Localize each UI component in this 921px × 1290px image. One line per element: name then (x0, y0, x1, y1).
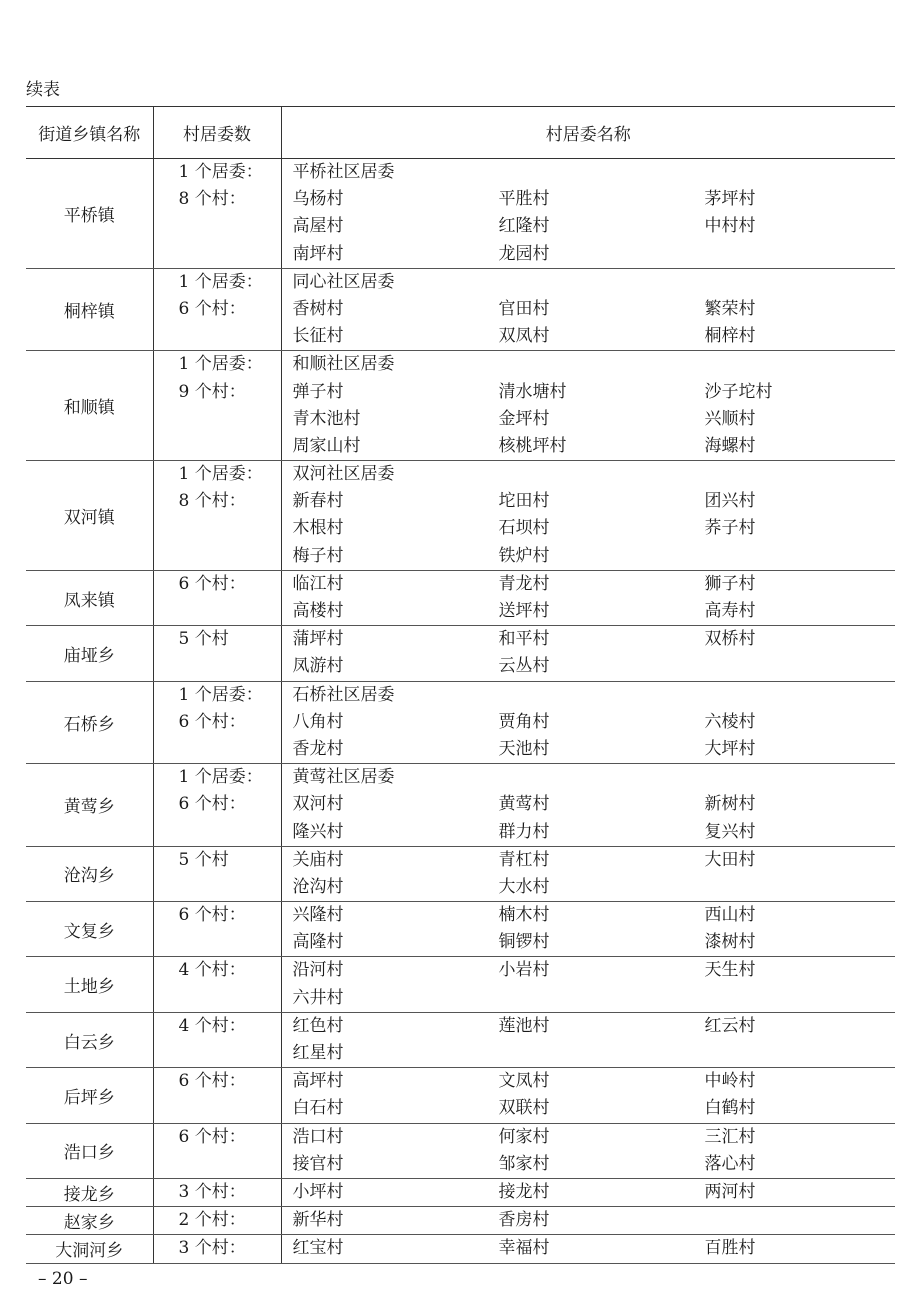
page-number: – 20 – (38, 1269, 88, 1289)
village-name: 送坪村 (498, 601, 550, 621)
names-line (282, 159, 896, 186)
village-name: 落心村 (704, 1153, 756, 1174)
names-line (282, 985, 896, 1012)
village-name: 白鹤村 (704, 1098, 756, 1119)
committee-count-cell (153, 846, 281, 901)
committee-count-cell (153, 1012, 281, 1067)
village-name: 茅坪村 (704, 189, 756, 210)
village-name: 南坪村 (292, 243, 344, 264)
village-name: 黄莺村 (498, 794, 550, 815)
names-line (282, 819, 896, 846)
town-name-cell: 平桥镇 (26, 159, 153, 269)
village-name: 中村村 (704, 216, 756, 237)
table-row (26, 764, 895, 847)
town-name-cell: 后坪乡 (26, 1068, 153, 1123)
village-name: 新华村 (292, 1210, 344, 1231)
village-name: 凤游村 (292, 656, 344, 677)
village-name: 六井村 (292, 987, 344, 1008)
names-line (282, 957, 896, 984)
village-name: 文凤村 (498, 1071, 550, 1092)
committee-count-text: 8 个村： (178, 189, 246, 210)
village-name: 青龙村 (498, 573, 550, 594)
table-row (26, 626, 895, 681)
committee-names-cell (281, 681, 895, 764)
committee-count-cell (153, 1178, 281, 1206)
table-row (26, 268, 895, 351)
village-name: 清水塘村 (498, 381, 567, 402)
names-line (282, 241, 896, 268)
village-name: 沙子坨村 (704, 381, 773, 402)
committee-count-cell (153, 1235, 281, 1263)
village-name: 龙园村 (498, 243, 550, 264)
village-name: 青杠村 (498, 849, 550, 870)
village-name: 红色村 (292, 1015, 344, 1036)
committee-names-cell (281, 351, 895, 461)
committee-count-text: 4 个村： (178, 960, 246, 981)
village-name: 梅子村 (292, 545, 344, 566)
committee-count-text: 1 个居委： (178, 464, 263, 485)
names-line (282, 1068, 896, 1095)
town-name-cell: 凤来镇 (26, 570, 153, 625)
village-name: 双河村 (292, 794, 344, 815)
village-name: 临江村 (292, 573, 344, 594)
names-line (282, 488, 896, 515)
village-name: 蒲坪村 (292, 629, 344, 650)
names-line (282, 323, 896, 350)
names-line (282, 1207, 896, 1234)
village-name: 繁荣村 (704, 298, 756, 319)
committee-names-cell (281, 1012, 895, 1067)
village-name: 幸福村 (498, 1238, 550, 1259)
village-name: 沧沟村 (292, 876, 344, 897)
names-line (282, 791, 896, 818)
names-line (282, 1179, 896, 1206)
village-name: 高坪村 (292, 1071, 344, 1092)
village-name: 白石村 (292, 1098, 344, 1119)
village-name: 中岭村 (704, 1071, 756, 1092)
table-caption: 续表 (26, 80, 60, 100)
village-name: 复兴村 (704, 821, 756, 842)
town-name-cell: 桐梓镇 (26, 268, 153, 351)
village-name: 铁炉村 (498, 545, 550, 566)
community-committee-name: 双河社区居委 (292, 464, 395, 485)
village-name: 六棱村 (704, 711, 756, 732)
table-row (26, 681, 895, 764)
village-name: 双凤村 (498, 326, 550, 347)
village-name: 平胜村 (498, 189, 550, 210)
village-name: 乌杨村 (292, 189, 344, 210)
community-committee-name: 和顺社区居委 (292, 354, 395, 375)
village-name: 香房村 (498, 1210, 550, 1231)
committee-count-cell (153, 1123, 281, 1178)
names-line (282, 351, 896, 378)
names-line (282, 461, 896, 488)
town-name-cell: 土地乡 (26, 957, 153, 1012)
committee-count-text: 5 个村 (178, 849, 229, 870)
village-name: 西山村 (704, 905, 756, 926)
village-name: 楠木村 (498, 905, 550, 926)
village-name: 弹子村 (292, 381, 344, 402)
village-name: 海螺村 (704, 435, 756, 456)
committee-count-text: 6 个村： (178, 905, 246, 926)
names-line (282, 515, 896, 542)
names-line (282, 598, 896, 625)
committee-count-cell (153, 957, 281, 1012)
town-name-cell: 大洞河乡 (26, 1235, 153, 1263)
committee-count-text: 2 个村： (178, 1210, 246, 1231)
community-committee-name: 同心社区居委 (292, 271, 395, 292)
committee-count-text: 6 个村： (178, 1126, 246, 1147)
committee-count-cell (153, 461, 281, 571)
village-name: 和平村 (498, 629, 550, 650)
village-name: 铜锣村 (498, 932, 550, 953)
names-line (282, 543, 896, 570)
village-name: 何家村 (498, 1126, 550, 1147)
village-name: 金坪村 (498, 408, 550, 429)
committee-count-text: 5 个村 (178, 629, 229, 650)
committee-count-text: 6 个村： (178, 1071, 246, 1092)
committee-count-text: 1 个居委： (178, 162, 263, 182)
village-name: 两河村 (704, 1181, 756, 1202)
committee-names-cell (281, 268, 895, 351)
committee-count-text: 9 个村： (178, 381, 246, 402)
committee-count-text: 1 个居委： (178, 271, 263, 292)
committee-count-text: 6 个村： (178, 573, 246, 594)
table-row (26, 570, 895, 625)
table-header-row (26, 107, 895, 159)
village-name: 沿河村 (292, 960, 344, 981)
committee-count-text: 3 个村： (178, 1238, 246, 1259)
village-name: 浩口村 (292, 1126, 344, 1147)
village-name: 天生村 (704, 960, 756, 981)
committee-names-cell (281, 626, 895, 681)
village-name: 兴顺村 (704, 408, 756, 429)
header-committee-names: 村居委名称 (281, 107, 895, 159)
committee-count-cell (153, 681, 281, 764)
village-name: 团兴村 (704, 491, 756, 512)
names-line (282, 1013, 896, 1040)
header-committee-count: 村居委数 (153, 107, 281, 159)
village-name: 接官村 (292, 1153, 344, 1174)
committee-count-cell (153, 1068, 281, 1123)
village-name: 红宝村 (292, 1238, 344, 1259)
names-line (282, 847, 896, 874)
committee-count-text: 6 个村： (178, 711, 246, 732)
committee-names-cell (281, 159, 895, 269)
village-name: 木根村 (292, 518, 344, 539)
village-name: 八角村 (292, 711, 344, 732)
committee-count-cell (153, 626, 281, 681)
village-name: 荞子村 (704, 518, 756, 539)
community-committee-name: 石桥社区居委 (292, 684, 395, 705)
village-name: 群力村 (498, 821, 550, 842)
table-row (26, 1235, 895, 1263)
committee-count-cell (153, 764, 281, 847)
committee-names-cell (281, 1235, 895, 1263)
table-row (26, 902, 895, 957)
committee-count-text: 6 个村： (178, 794, 246, 815)
names-line (282, 1124, 896, 1151)
table-row (26, 159, 895, 269)
committee-count-text: 1 个居委： (178, 684, 263, 705)
table-row (26, 1123, 895, 1178)
town-name-cell: 浩口乡 (26, 1123, 153, 1178)
village-name: 红云村 (704, 1015, 756, 1036)
village-name: 漆树村 (704, 932, 756, 953)
village-name: 关庙村 (292, 849, 344, 870)
town-name-cell: 黄莺乡 (26, 764, 153, 847)
village-committee-table (26, 106, 895, 1264)
village-name: 大水村 (498, 876, 550, 897)
village-name: 百胜村 (704, 1238, 756, 1259)
village-name: 高隆村 (292, 932, 344, 953)
village-name: 红隆村 (498, 216, 550, 237)
names-line (282, 406, 896, 433)
names-line (282, 874, 896, 901)
village-name: 莲池村 (498, 1015, 550, 1036)
village-name: 长征村 (292, 326, 344, 347)
village-name: 新春村 (292, 491, 344, 512)
village-name: 高屋村 (292, 216, 344, 237)
committee-count-text: 6 个村： (178, 298, 246, 319)
committee-count-cell (153, 159, 281, 269)
town-name-cell: 双河镇 (26, 461, 153, 571)
community-committee-name: 黄莺社区居委 (292, 767, 395, 788)
village-name: 红星村 (292, 1043, 344, 1063)
village-name: 隆兴村 (292, 821, 344, 842)
village-name: 官田村 (498, 298, 550, 319)
committee-count-cell (153, 351, 281, 461)
names-line (282, 736, 896, 763)
committee-count-cell (153, 570, 281, 625)
names-line (282, 626, 896, 653)
table-row (26, 351, 895, 461)
committee-names-cell (281, 1178, 895, 1206)
committee-count-text: 1 个居委： (178, 767, 263, 788)
committee-count-cell (153, 1207, 281, 1235)
village-name: 接龙村 (498, 1181, 550, 1202)
town-name-cell: 石桥乡 (26, 681, 153, 764)
names-line (282, 653, 896, 680)
town-name-cell: 白云乡 (26, 1012, 153, 1067)
village-name: 核桃坪村 (498, 435, 567, 456)
town-name-cell: 接龙乡 (26, 1178, 153, 1206)
town-name-cell: 文复乡 (26, 902, 153, 957)
town-name-cell: 庙垭乡 (26, 626, 153, 681)
town-name-cell: 和顺镇 (26, 351, 153, 461)
village-name: 小坪村 (292, 1181, 344, 1202)
names-line (282, 709, 896, 736)
village-name: 高楼村 (292, 601, 344, 621)
village-name: 桐梓村 (704, 326, 756, 347)
village-name: 云丛村 (498, 656, 550, 677)
names-line (282, 1235, 896, 1262)
village-name: 兴隆村 (292, 905, 344, 926)
village-name: 大田村 (704, 849, 756, 870)
village-name: 大坪村 (704, 738, 756, 759)
committee-count-text: 1 个居委： (178, 354, 263, 375)
table-row (26, 1207, 895, 1235)
town-name-cell: 沧沟乡 (26, 846, 153, 901)
committee-names-cell (281, 1068, 895, 1123)
names-line (282, 764, 896, 791)
names-line (282, 379, 896, 406)
names-line (282, 1040, 896, 1067)
village-name: 新树村 (704, 794, 756, 815)
committee-count-text: 8 个村： (178, 491, 246, 512)
village-name: 青木池村 (292, 408, 361, 429)
village-name: 高寿村 (704, 601, 756, 621)
village-name: 天池村 (498, 738, 550, 759)
table-row (26, 1178, 895, 1206)
village-name: 贾角村 (498, 711, 550, 732)
village-name: 邹家村 (498, 1153, 550, 1174)
village-name: 香树村 (292, 298, 344, 319)
names-line (282, 269, 896, 296)
village-name: 狮子村 (704, 573, 756, 594)
community-committee-name: 平桥社区居委 (292, 162, 395, 182)
village-name: 双桥村 (704, 629, 756, 650)
header-town-name: 街道乡镇名称 (26, 107, 153, 159)
names-line (282, 682, 896, 709)
village-name: 香龙村 (292, 738, 344, 759)
committee-count-cell (153, 902, 281, 957)
names-line (282, 571, 896, 598)
village-name: 石坝村 (498, 518, 550, 539)
village-name: 坨田村 (498, 491, 550, 512)
table-row (26, 846, 895, 901)
table-row (26, 957, 895, 1012)
committee-count-text: 4 个村： (178, 1015, 246, 1036)
table-row (26, 1012, 895, 1067)
table-row (26, 1068, 895, 1123)
names-line (282, 213, 896, 240)
committee-names-cell (281, 461, 895, 571)
committee-names-cell (281, 902, 895, 957)
village-name: 三汇村 (704, 1126, 756, 1147)
committee-names-cell (281, 764, 895, 847)
names-line (282, 929, 896, 956)
committee-names-cell (281, 957, 895, 1012)
committee-names-cell (281, 846, 895, 901)
committee-count-cell (153, 268, 281, 351)
committee-names-cell (281, 570, 895, 625)
village-name: 小岩村 (498, 960, 550, 981)
town-name-cell: 赵家乡 (26, 1207, 153, 1235)
table-row (26, 461, 895, 571)
names-line (282, 1151, 896, 1178)
names-line (282, 902, 896, 929)
village-name: 双联村 (498, 1098, 550, 1119)
committee-names-cell (281, 1207, 895, 1235)
village-name: 周家山村 (292, 435, 361, 456)
names-line (282, 433, 896, 460)
committee-count-text: 3 个村： (178, 1181, 246, 1202)
names-line (282, 1095, 896, 1122)
committee-names-cell (281, 1123, 895, 1178)
names-line (282, 186, 896, 213)
names-line (282, 296, 896, 323)
